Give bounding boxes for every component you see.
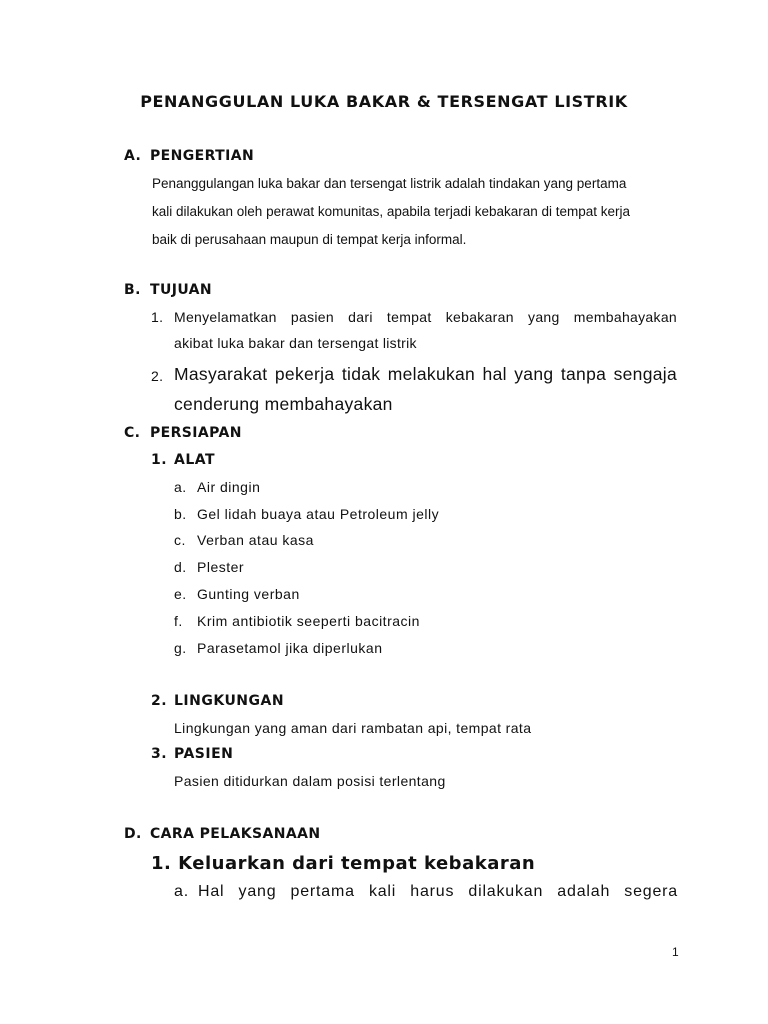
section-c-title: PERSIAPAN	[150, 425, 242, 441]
alat-item-a-letter: a.	[174, 479, 187, 495]
alat-number: 1.	[151, 452, 168, 468]
lingkungan-text: Lingkungan yang aman dari rambatan api, tempat rata	[174, 720, 532, 736]
alat-item-d-letter: d.	[174, 559, 187, 575]
page-number: 1	[672, 945, 679, 959]
cara-step-1a-letter: a.	[174, 883, 189, 900]
alat-item-a-text: Air dingin	[197, 479, 261, 495]
section-b-letter: B.	[124, 282, 141, 298]
tujuan-item-1-line-2: akibat luka bakar dan tersengat listrik	[174, 335, 417, 351]
pasien-title: PASIEN	[174, 746, 234, 762]
alat-item-a	[174, 479, 260, 495]
section-a-letter: A.	[124, 148, 142, 164]
section-a-line-2: kali dilakukan oleh perawat komunitas, apabila terjadi kebakaran di tempat kerja	[152, 204, 631, 219]
alat-item-f	[174, 613, 420, 629]
alat-item-e-text: Gunting verban	[197, 586, 300, 602]
lingkungan-title: LINGKUNGAN	[174, 693, 285, 709]
section-b-title: TUJUAN	[150, 282, 213, 298]
alat-item-b-letter: b.	[174, 506, 187, 522]
tujuan-item-1-number: 1.	[151, 309, 164, 325]
section-a-line-1: Penanggulangan luka bakar dan tersengat listrik adalah tindakan yang pertama	[152, 176, 627, 191]
pasien-number: 3.	[151, 746, 168, 762]
alat-item-f-text: Krim antibiotik seeperti bacitracin	[197, 613, 420, 629]
alat-item-c-text: Verban atau kasa	[197, 532, 314, 548]
tujuan-item-2-line-1: Masyarakat pekerja tidak melakukan hal yang tanpa sengaja	[174, 364, 677, 384]
cara-step-1: 1. Keluarkan dari tempat kebakaran	[151, 853, 536, 874]
cara-step-1a-text: Hal yang pertama kali harus dilakukan adalah segera	[198, 883, 678, 900]
section-a-heading	[124, 148, 254, 164]
section-c-letter: C.	[124, 425, 141, 441]
alat-item-e	[174, 586, 300, 602]
tujuan-item-2-line-2: cenderung membahayakan	[174, 394, 393, 414]
alat-item-g-letter: g.	[174, 640, 187, 656]
section-d-title: CARA PELAKSANAAN	[150, 826, 321, 842]
alat-title: ALAT	[174, 452, 216, 468]
section-b-heading	[124, 282, 212, 298]
lingkungan-heading	[151, 693, 284, 709]
alat-heading	[151, 452, 215, 468]
alat-item-e-letter: e.	[174, 586, 187, 602]
tujuan-item-2-number: 2.	[151, 368, 164, 384]
pasien-heading	[151, 746, 233, 762]
lingkungan-number: 2.	[151, 693, 168, 709]
pasien-text: Pasien ditidurkan dalam posisi terlentang	[174, 773, 446, 789]
alat-item-f-letter: f.	[174, 613, 183, 629]
tujuan-item-2	[151, 364, 677, 385]
alat-item-d-text: Plester	[197, 559, 245, 575]
alat-item-b-text: Gel lidah buaya atau Petroleum jelly	[197, 506, 440, 522]
alat-item-c-letter: c.	[174, 532, 186, 548]
section-d-heading	[124, 826, 320, 842]
alat-item-g	[174, 640, 382, 656]
document-title: PENANGGULAN LUKA BAKAR & TERSENGAT LISTRIK	[140, 92, 628, 111]
tujuan-item-1-line-1: Menyelamatkan pasien dari tempat kebakaran yang membahayakan	[174, 309, 677, 325]
section-d-letter: D.	[124, 826, 142, 842]
section-a-line-3: baik di perusahaan maupun di tempat kerja informal.	[152, 232, 467, 247]
section-c-heading	[124, 425, 242, 441]
alat-item-b	[174, 506, 439, 522]
alat-item-c	[174, 532, 314, 548]
tujuan-item-1	[151, 309, 677, 325]
section-a-title: PENGERTIAN	[150, 148, 255, 164]
section-a-paragraph	[152, 170, 678, 254]
alat-item-d	[174, 559, 244, 575]
cara-step-1a	[174, 883, 678, 901]
alat-item-g-text: Parasetamol jika diperlukan	[197, 640, 383, 656]
